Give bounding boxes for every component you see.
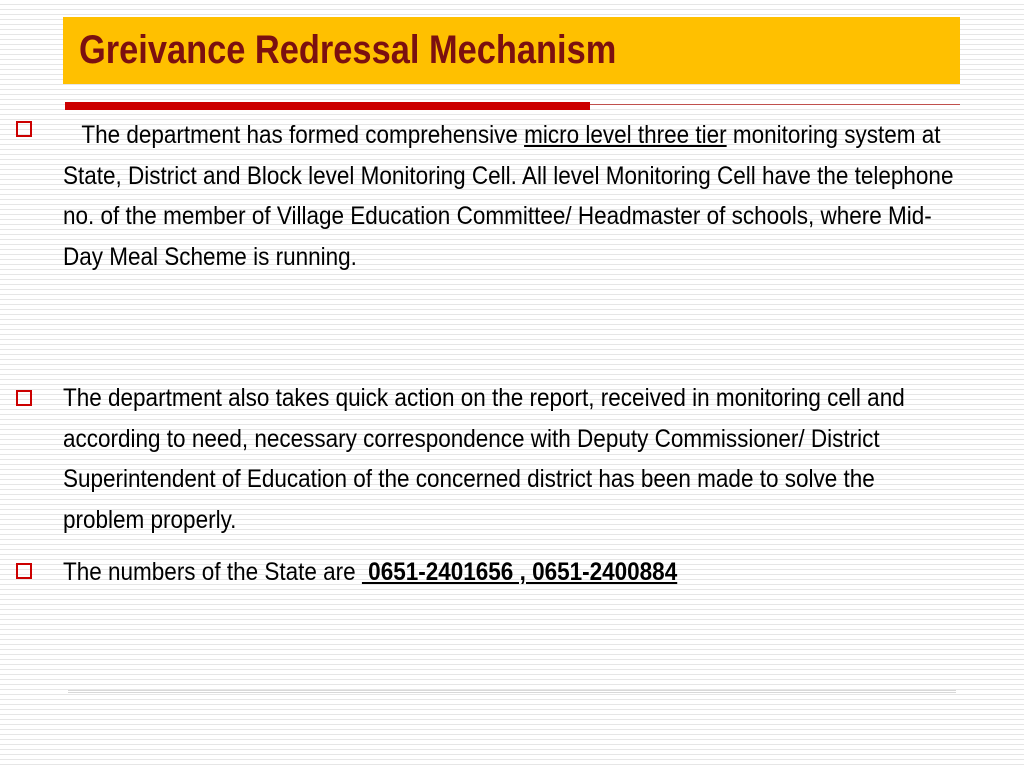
title-thin-rule [590, 104, 960, 105]
paragraph-quick-action [63, 378, 963, 540]
numbers-label: The numbers of the State are [63, 558, 362, 586]
micro-level-link: micro level three tier [524, 121, 727, 149]
title-accent-rule [65, 102, 590, 110]
paragraph-state-numbers [63, 552, 963, 593]
slide-title: Greivance Redressal Mechanism [79, 28, 617, 72]
bullet-square-icon [16, 121, 32, 137]
phone-numbers: 0651-2401656 , 0651-2400884 [361, 558, 678, 586]
bullet-square-icon [16, 390, 32, 406]
paragraph-text-end: monitoring system at State, District and Block level Monitoring Cell. All level Monitoring Cell have the telephone no. of the member of Village Education Committee/ Headmaster of schools, where Mid-Day Meal Scheme is running. [63, 121, 954, 271]
footer-rule [68, 690, 956, 693]
title-bar [63, 17, 960, 84]
paragraph-indent [63, 121, 81, 149]
paragraph-monitoring-system [63, 115, 963, 277]
bullet-square-icon [16, 563, 32, 579]
paragraph-quick-action-text: The department also takes quick action on the report, received in monitoring cell and according to need, necessary correspondence with Deputy Commissioner/ District Superintendent of Education of the concerned district has been made to solve the problem properly. [63, 384, 905, 534]
paragraph-text-start: The department has formed comprehensive [81, 121, 525, 149]
